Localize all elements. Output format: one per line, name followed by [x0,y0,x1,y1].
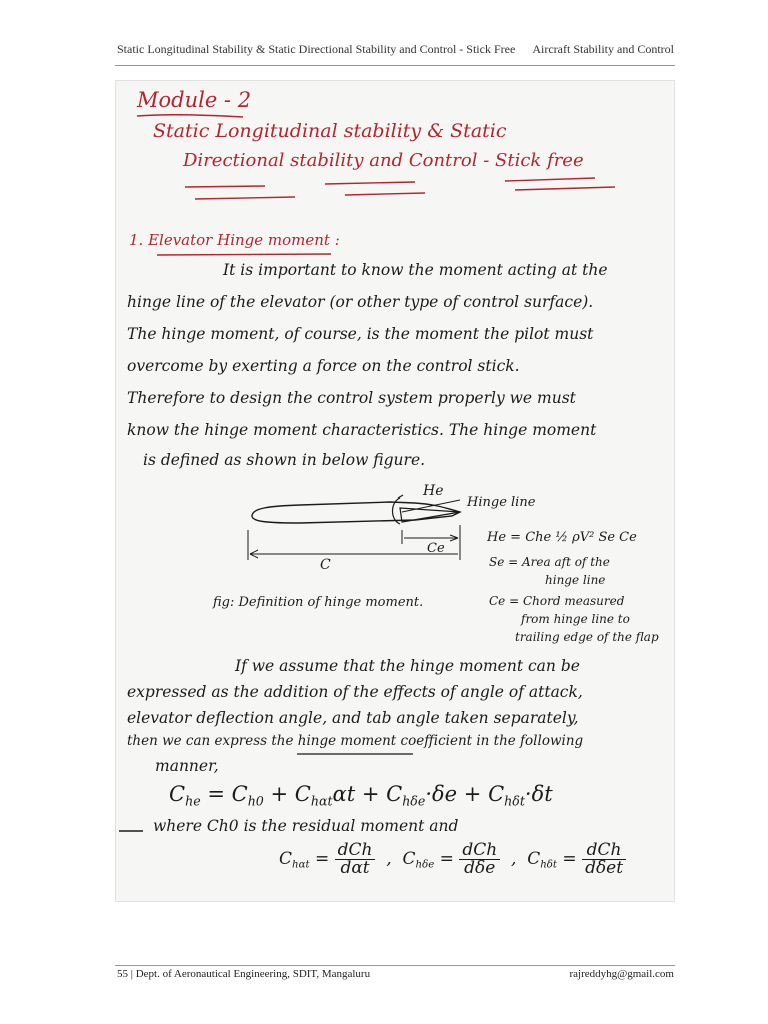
derivative-delta-e: $C_{h\delta e}$ = $\frac{\text{dCh}}{\text{dδe}}$ [403,849,506,869]
module-underline [135,113,245,119]
footer-page-dept: 55 | Dept. of Aeronautical Engineering, SDIT, Mangaluru [117,968,371,980]
hinge-moment-underline [295,752,415,757]
residual-moment-line: where Ch0 is the residual moment and [153,817,459,835]
ce-definition-3: trailing edge of the flap [515,630,659,644]
title-line-1: Static Longitudinal stability & Static [153,120,507,142]
figure-label-he: He [423,483,444,499]
para2-line4: then we can express the hinge moment coefficient in the following [127,733,584,749]
dash-mark [117,828,147,834]
para1-line2: hinge line of the elevator (or other type of control surface). [127,293,594,311]
para1-line6: know the hinge moment characteristics. The hinge moment [127,421,597,439]
footer-email: rajreddyhg@gmail.com [569,968,674,980]
para1-line7: is defined as shown in below figure. [143,451,426,469]
module-heading: Module - 2 [137,88,252,112]
hinge-moment-equation: $C_{he} = C_{h0} + C_{h\alpha t}\alpha t + C_{h\delta e}\cdot\delta e + C_{h\delta t}\cdot\delta t$ [169,782,553,809]
derivative-delta-t: $C_{h\delta t}$ = $\frac{\text{dCh}}{\text{dδet}}$ [527,849,626,869]
figure-label-ce: Ce [427,541,445,556]
se-definition-1: Se = Area aft of the [489,555,610,569]
para2-line3: elevator deflection angle, and tab angle taken separately, [127,709,579,727]
he-equation: He = Che ½ ρV² Se Ce [487,530,637,545]
derivative-equations: $C_{h\alpha t}$ = $\frac{\text{dCh}}{\text{dαt}}$ , $C_{h\delta e}$ = $\frac{\text{dCh}}{\text{dδe}}$ , $C_{h\delta t}$ = $\frac{\text{dCh}}{\text{dδet}}$ [279,842,626,877]
para2-line5: manner, [155,757,219,775]
title-line-2: Directional stability and Control - Stick free [183,150,584,171]
footer-rule [115,965,675,966]
header-title: Static Longitudinal Stability & Static Directional Stability and Control - Stick Free [117,42,516,56]
header-rule [115,65,675,66]
hinge-moment-figure [230,480,490,590]
para2-line2: expressed as the addition of the effects of angle of attack, [127,683,583,701]
handwritten-notes-page [115,80,675,902]
header-course: Aircraft Stability and Control [532,42,674,56]
se-definition-2: hinge line [545,573,606,587]
section-underline [155,252,335,258]
derivative-alpha: $C_{h\alpha t}$ = $\frac{\text{dCh}}{\text{dαt}}$ [279,849,381,869]
para1-line4: overcome by exerting a force on the control stick. [127,357,520,375]
para1-line1: It is important to know the moment acting at the [223,261,608,279]
para1-line5: Therefore to design the control system properly we must [127,389,576,407]
para2-line1: If we assume that the hinge moment can be [235,657,580,675]
ce-definition-1: Ce = Chord measured [489,594,625,608]
figure-label-c: C [320,557,331,573]
para1-line3: The hinge moment, of course, is the moment the pilot must [127,325,594,343]
figure-caption: fig: Definition of hinge moment. [213,595,424,610]
figure-label-hinge-line: Hinge line [467,495,536,510]
title-underlines [175,175,645,205]
section-heading: 1. Elevator Hinge moment : [129,231,340,249]
ce-definition-2: from hinge line to [521,612,630,626]
